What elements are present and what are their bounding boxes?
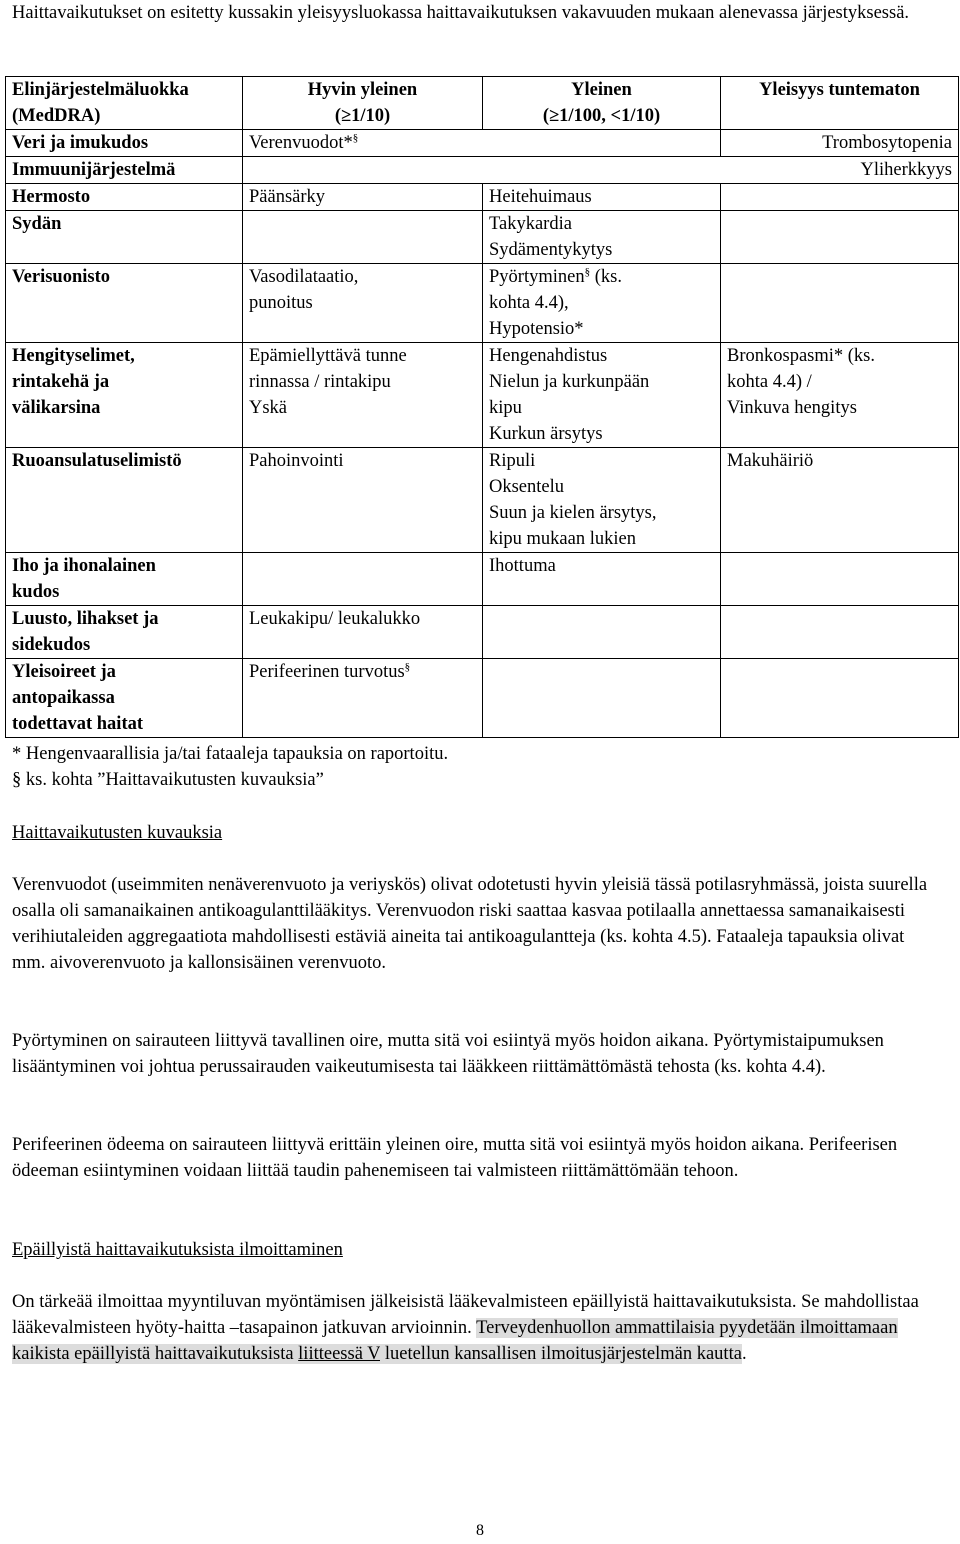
- very-common-cell: Perifeerinen turvotus§: [243, 659, 483, 738]
- very-common-cell: [243, 553, 483, 606]
- soc-cell: Ruoansulatuselimistö: [6, 448, 243, 553]
- table-row: [6, 157, 959, 184]
- unknown-cell: Yliherkkyys: [243, 157, 959, 184]
- header-soc: Elinjärjestelmäluokka (MedDRA): [6, 77, 243, 130]
- table-row: [6, 553, 959, 606]
- reporting-heading: Epäillyistä haittavaikutuksista ilmoittaminen: [12, 1240, 343, 1260]
- description-paragraph-syncope: Pyörtyminen on sairauteen liittyvä tavallinen oire, mutta sitä voi esiintyä myös hoidon aikana. Pyörtymistaipumuksen lisääntyminen voi johtua perussairauden vaikeutumisesta tai lääkkeen riittämättömästä tehosta (ks. kohta 4.4).: [12, 1031, 884, 1077]
- unknown-cell: Bronkospasmi* (ks. kohta 4.4) / Vinkuva hengitys: [721, 343, 959, 448]
- common-cell: Ripuli Oksentelu Suun ja kielen ärsytys, kipu mukaan lukien: [483, 448, 721, 553]
- soc-cell: Verisuonisto: [6, 264, 243, 343]
- soc-cell: Veri ja imukudos: [6, 130, 243, 157]
- unknown-cell: [721, 184, 959, 211]
- soc-cell: Hengityselimet, rintakehä ja välikarsina: [6, 343, 243, 448]
- table-row: [6, 606, 959, 659]
- soc-cell: Sydän: [6, 211, 243, 264]
- soc-cell: Luusto, lihakset ja sidekudos: [6, 606, 243, 659]
- unknown-cell: [721, 211, 959, 264]
- very-common-cell: Pahoinvointi: [243, 448, 483, 553]
- page-number: 8: [476, 1522, 484, 1539]
- header-common: Yleinen (≥1/100, <1/10): [483, 77, 721, 130]
- header-unknown: Yleisyys tuntematon: [721, 77, 959, 130]
- table-row: [6, 184, 959, 211]
- unknown-cell: Makuhäiriö: [721, 448, 959, 553]
- common-cell: Hengenahdistus Nielun ja kurkunpään kipu Kurkun ärsytys: [483, 343, 721, 448]
- soc-cell: Iho ja ihonalainen kudos: [6, 553, 243, 606]
- table-row: [6, 130, 959, 157]
- intro-paragraph: Haittavaikutukset on esitetty kussakin yleisyysluokassa haittavaikutuksen vakavuuden mukaan alenevassa järjestyksessä.: [12, 3, 910, 23]
- unknown-cell: [721, 659, 959, 738]
- table-row: [6, 659, 959, 738]
- very-common-cell: [243, 211, 483, 264]
- common-cell: Pyörtyminen§ (ks. kohta 4.4), Hypotensio*: [483, 264, 721, 343]
- common-cell: Heitehuimaus: [483, 184, 721, 211]
- unknown-cell: Trombosytopenia: [721, 130, 959, 157]
- description-paragraph-bleeding: Verenvuodot (useimmiten nenäverenvuoto ja veriyskös) olivat odotetusti hyvin yleisiä tässä potilasryhmässä, joista suurella osalla oli samanaikainen antikoagulanttilääkitys. Verenvuodon riski saattaa kasvaa potilaalla annettaessa samanaikaisesti verihiutaleiden aggregaatiota mahdollisesti estäviä aineita tai antikoagulantteja (ks. kohta 4.5). Fataaleja tapauksia olivat mm. aivoverenvuoto ja kallonsisäinen verenvuoto.: [12, 875, 928, 973]
- footnote-star: * Hengenvaarallisia ja/tai fataaleja tapauksia on raportoitu.: [12, 744, 449, 764]
- common-cell: [483, 606, 721, 659]
- soc-cell: Immuunijärjestelmä: [6, 157, 243, 184]
- soc-cell: Yleisoireet ja antopaikassa todettavat haitat: [6, 659, 243, 738]
- table-footnotes: [12, 741, 942, 793]
- description-heading: Haittavaikutusten kuvauksia: [12, 823, 223, 843]
- very-common-cell: Verenvuodot*§: [243, 130, 721, 157]
- reporting-paragraph: On tärkeää ilmoittaa myyntiluvan myöntämisen jälkeisistä lääkevalmisteen epäillyistä haittavaikutuksista. Se mahdollistaa lääkevalmisteen hyöty-haitta –tasapainon jatkuvan arvioinnin. Terveydenhuollon ammattilaisia pyydetään ilmoittamaan kaikista epäillyistä haittavaikutuksista liitteessä V luetellun kansallisen ilmoitusjärjestelmän kautta.: [12, 1292, 919, 1364]
- very-common-cell: Epämiellyttävä tunne rinnassa / rintakipu Yskä: [243, 343, 483, 448]
- soc-cell: Hermosto: [6, 184, 243, 211]
- very-common-cell: Leukakipu/ leukalukko: [243, 606, 483, 659]
- very-common-cell: Vasodilataatio, punoitus: [243, 264, 483, 343]
- unknown-cell: [721, 264, 959, 343]
- annex-v-link[interactable]: liitteessä V: [298, 1344, 381, 1364]
- unknown-cell: [721, 553, 959, 606]
- table-row: [6, 211, 959, 264]
- very-common-cell: Päänsärky: [243, 184, 483, 211]
- common-cell: Ihottuma: [483, 553, 721, 606]
- table-row: [6, 343, 959, 448]
- footnote-section: § ks. kohta ”Haittavaikutusten kuvauksia”: [12, 770, 324, 790]
- unknown-cell: [721, 606, 959, 659]
- table-header-row: [6, 77, 959, 130]
- description-paragraph-edema: Perifeerinen ödeema on sairauteen liittyvä erittäin yleinen oire, mutta sitä voi esiintyä myös hoidon aikana. Perifeerisen ödeeman esiintyminen voidaan liittää taudin pahenemiseen tai valmisteen riittämättömään tehoon.: [12, 1135, 898, 1181]
- adverse-reactions-table: [5, 76, 959, 738]
- table-row: [6, 264, 959, 343]
- table-row: [6, 448, 959, 553]
- common-cell: Takykardia Sydämentykytys: [483, 211, 721, 264]
- common-cell: [483, 659, 721, 738]
- header-very-common: Hyvin yleinen (≥1/10): [243, 77, 483, 130]
